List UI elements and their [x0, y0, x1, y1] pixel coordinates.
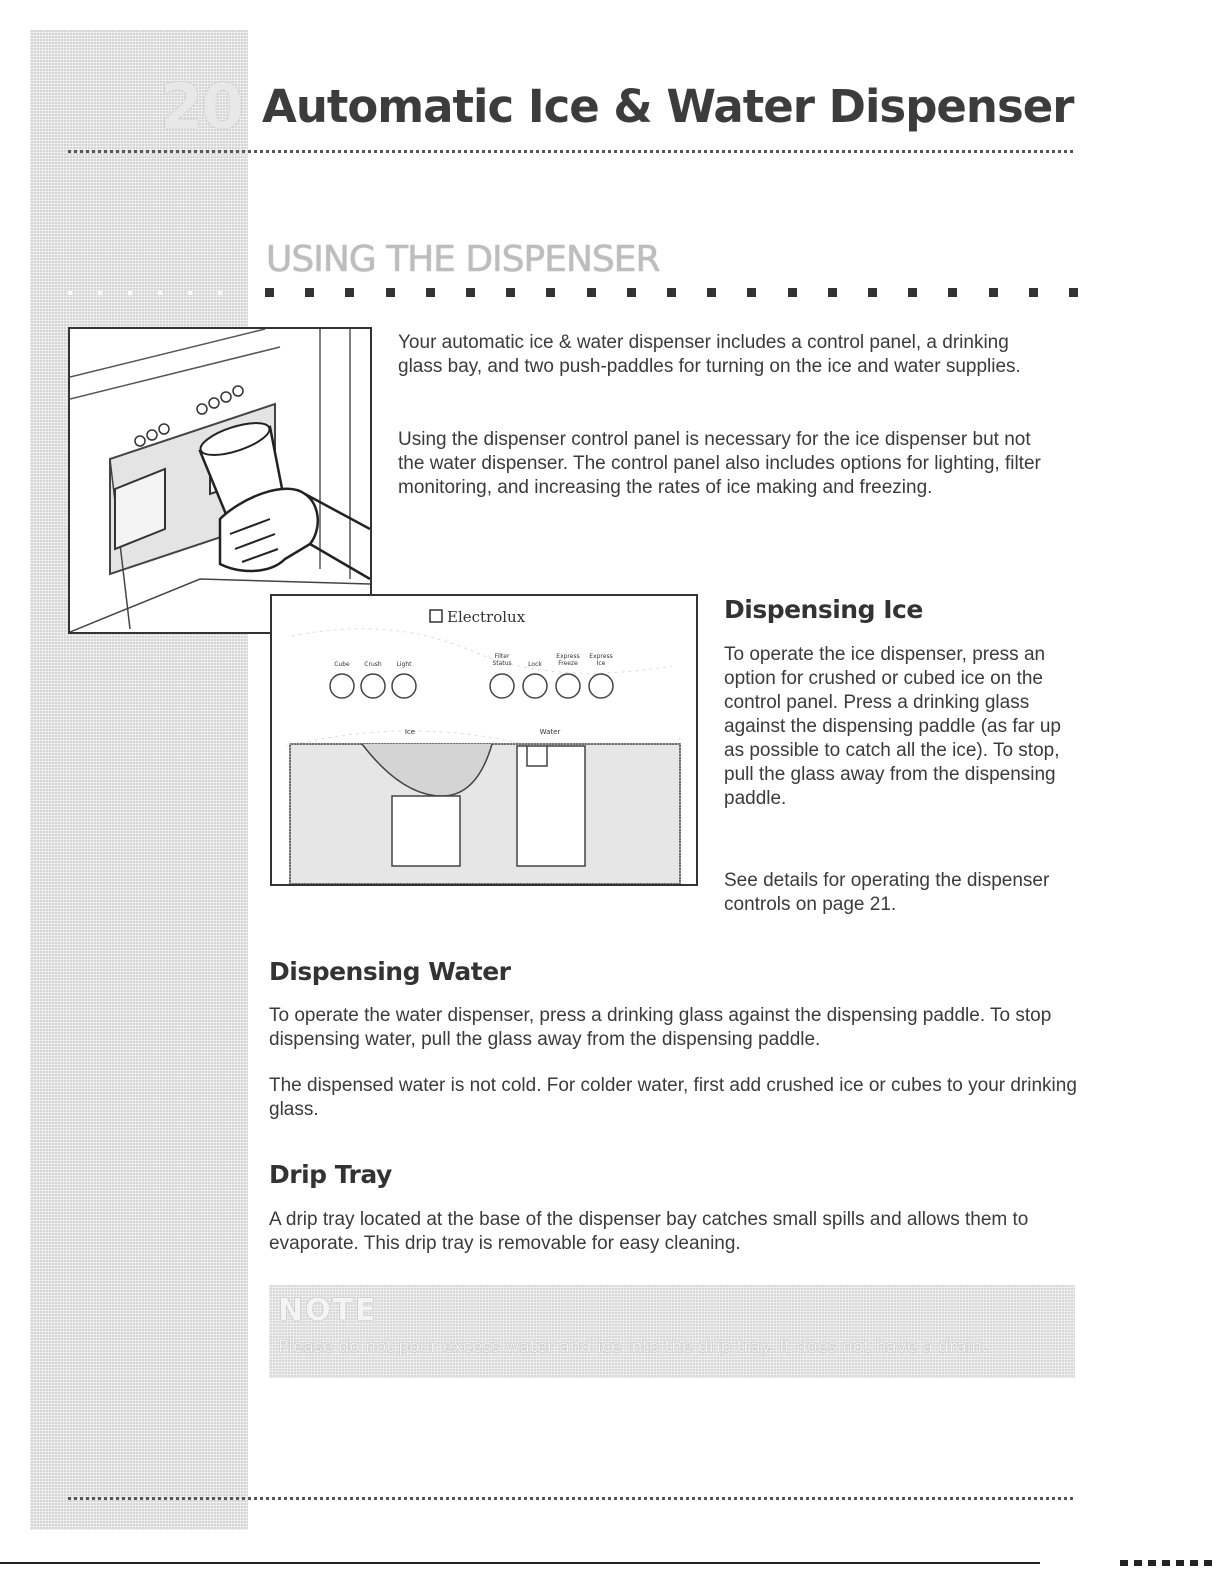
- dispensing-ice-paragraph-2: See details for operating the dispenser controls on page 21.: [724, 870, 1050, 915]
- divider-dot: [128, 291, 132, 295]
- intro-paragraph-2: Using the dispenser control panel is necessary for the ice dispenser but not the water dispenser. The control panel also includes options for lighting, filter monitoring, and increasing the rates of ice making and freezing.: [398, 429, 1041, 498]
- page-edge-line: [0, 1562, 1040, 1564]
- panel-button-label: Light: [396, 661, 412, 668]
- drip-tray-heading: Drip Tray: [269, 1160, 392, 1189]
- dispenser-glass-illustration: [68, 327, 372, 634]
- divider-square: [546, 288, 555, 297]
- intro-paragraph-1: Your automatic ice & water dispenser includes a control panel, a drinking glass bay, and two push-paddles for turning on the ice and water supplies.: [398, 332, 1021, 377]
- dispensing-water-heading: Dispensing Water: [269, 957, 511, 986]
- panel-button-label: Cube: [334, 661, 350, 668]
- dispensing-water-paragraph-2: The dispensed water is not cold. For colder water, first add crushed ice or cubes to your drinking glass.: [269, 1075, 1077, 1120]
- panel-button-label: Filter Status: [492, 653, 512, 667]
- panel-button-label: Lock: [528, 661, 542, 668]
- divider-dot: [68, 291, 72, 295]
- divider-square: [948, 288, 957, 297]
- divider-square: [305, 288, 314, 297]
- panel-button-circle: [361, 674, 385, 698]
- note-box: [269, 1285, 1075, 1378]
- panel-button-label: Crush: [364, 661, 382, 668]
- panel-button-circle: [589, 674, 613, 698]
- divider-square: [627, 288, 636, 297]
- divider-square: [386, 288, 395, 297]
- dispensing-water-paragraph-1: To operate the water dispenser, press a drinking glass against the dispensing paddle. To stop dispensing water, pull the glass away from the dispensing paddle.: [269, 1005, 1052, 1050]
- divider-square: [707, 288, 716, 297]
- divider-square: [747, 288, 756, 297]
- ice-paddle-label: Ice: [404, 728, 416, 736]
- divider-dot: [188, 291, 192, 295]
- divider-square: [1029, 288, 1038, 297]
- control-panel-illustration: [270, 594, 698, 886]
- divider-square: [868, 288, 877, 297]
- divider-square: [587, 288, 596, 297]
- divider-square: [426, 288, 435, 297]
- divider-square: [788, 288, 797, 297]
- divider-dot: [218, 291, 222, 295]
- brand-label: Electrolux: [447, 608, 526, 626]
- panel-button-label: Express Freeze: [556, 653, 580, 667]
- divider-square: [828, 288, 837, 297]
- page-edge-marks: [1120, 1560, 1213, 1566]
- note-text: Please do not pour excess water and ice into the drip tray. It does not have a drain.: [278, 1337, 988, 1357]
- panel-button-circle: [490, 674, 514, 698]
- divider-square: [989, 288, 998, 297]
- section-heading: USING THE DISPENSER: [266, 239, 660, 280]
- divider-square: [908, 288, 917, 297]
- panel-button-label: Express Ice: [589, 653, 613, 667]
- side-stripe: [30, 30, 248, 1530]
- page-number: 20: [160, 70, 243, 143]
- divider-square: [667, 288, 676, 297]
- dispensing-ice-heading: Dispensing Ice: [724, 595, 923, 624]
- divider-square: [466, 288, 475, 297]
- panel-button-circle: [523, 674, 547, 698]
- divider-square: [1069, 288, 1078, 297]
- divider-dot: [98, 291, 102, 295]
- divider-square: [506, 288, 515, 297]
- footer-rule: [68, 1497, 1073, 1500]
- divider-square: [345, 288, 354, 297]
- dispensing-ice-paragraph-1: To operate the ice dispenser, press an option for crushed or cubed ice on the control panel. Press a drinking glass against the dispensing paddle (as far up as possible to catch all the ice). To stop, pull the glass away from the dispensing paddle.: [724, 644, 1061, 809]
- header-rule: [68, 150, 1073, 153]
- drip-tray-paragraph: A drip tray located at the base of the dispenser bay catches small spills and allows them to evaporate. This drip tray is removable for easy cleaning.: [269, 1209, 1029, 1254]
- panel-button-circle: [330, 674, 354, 698]
- panel-button-circle: [556, 674, 580, 698]
- water-paddle-label: Water: [539, 728, 561, 736]
- panel-button-circle: [392, 674, 416, 698]
- divider-square: [265, 288, 274, 297]
- section-dot-divider: [60, 286, 1080, 300]
- divider-dot: [158, 291, 162, 295]
- page-title: Automatic Ice & Water Dispenser: [262, 80, 1074, 133]
- note-title: NOTE: [278, 1293, 378, 1328]
